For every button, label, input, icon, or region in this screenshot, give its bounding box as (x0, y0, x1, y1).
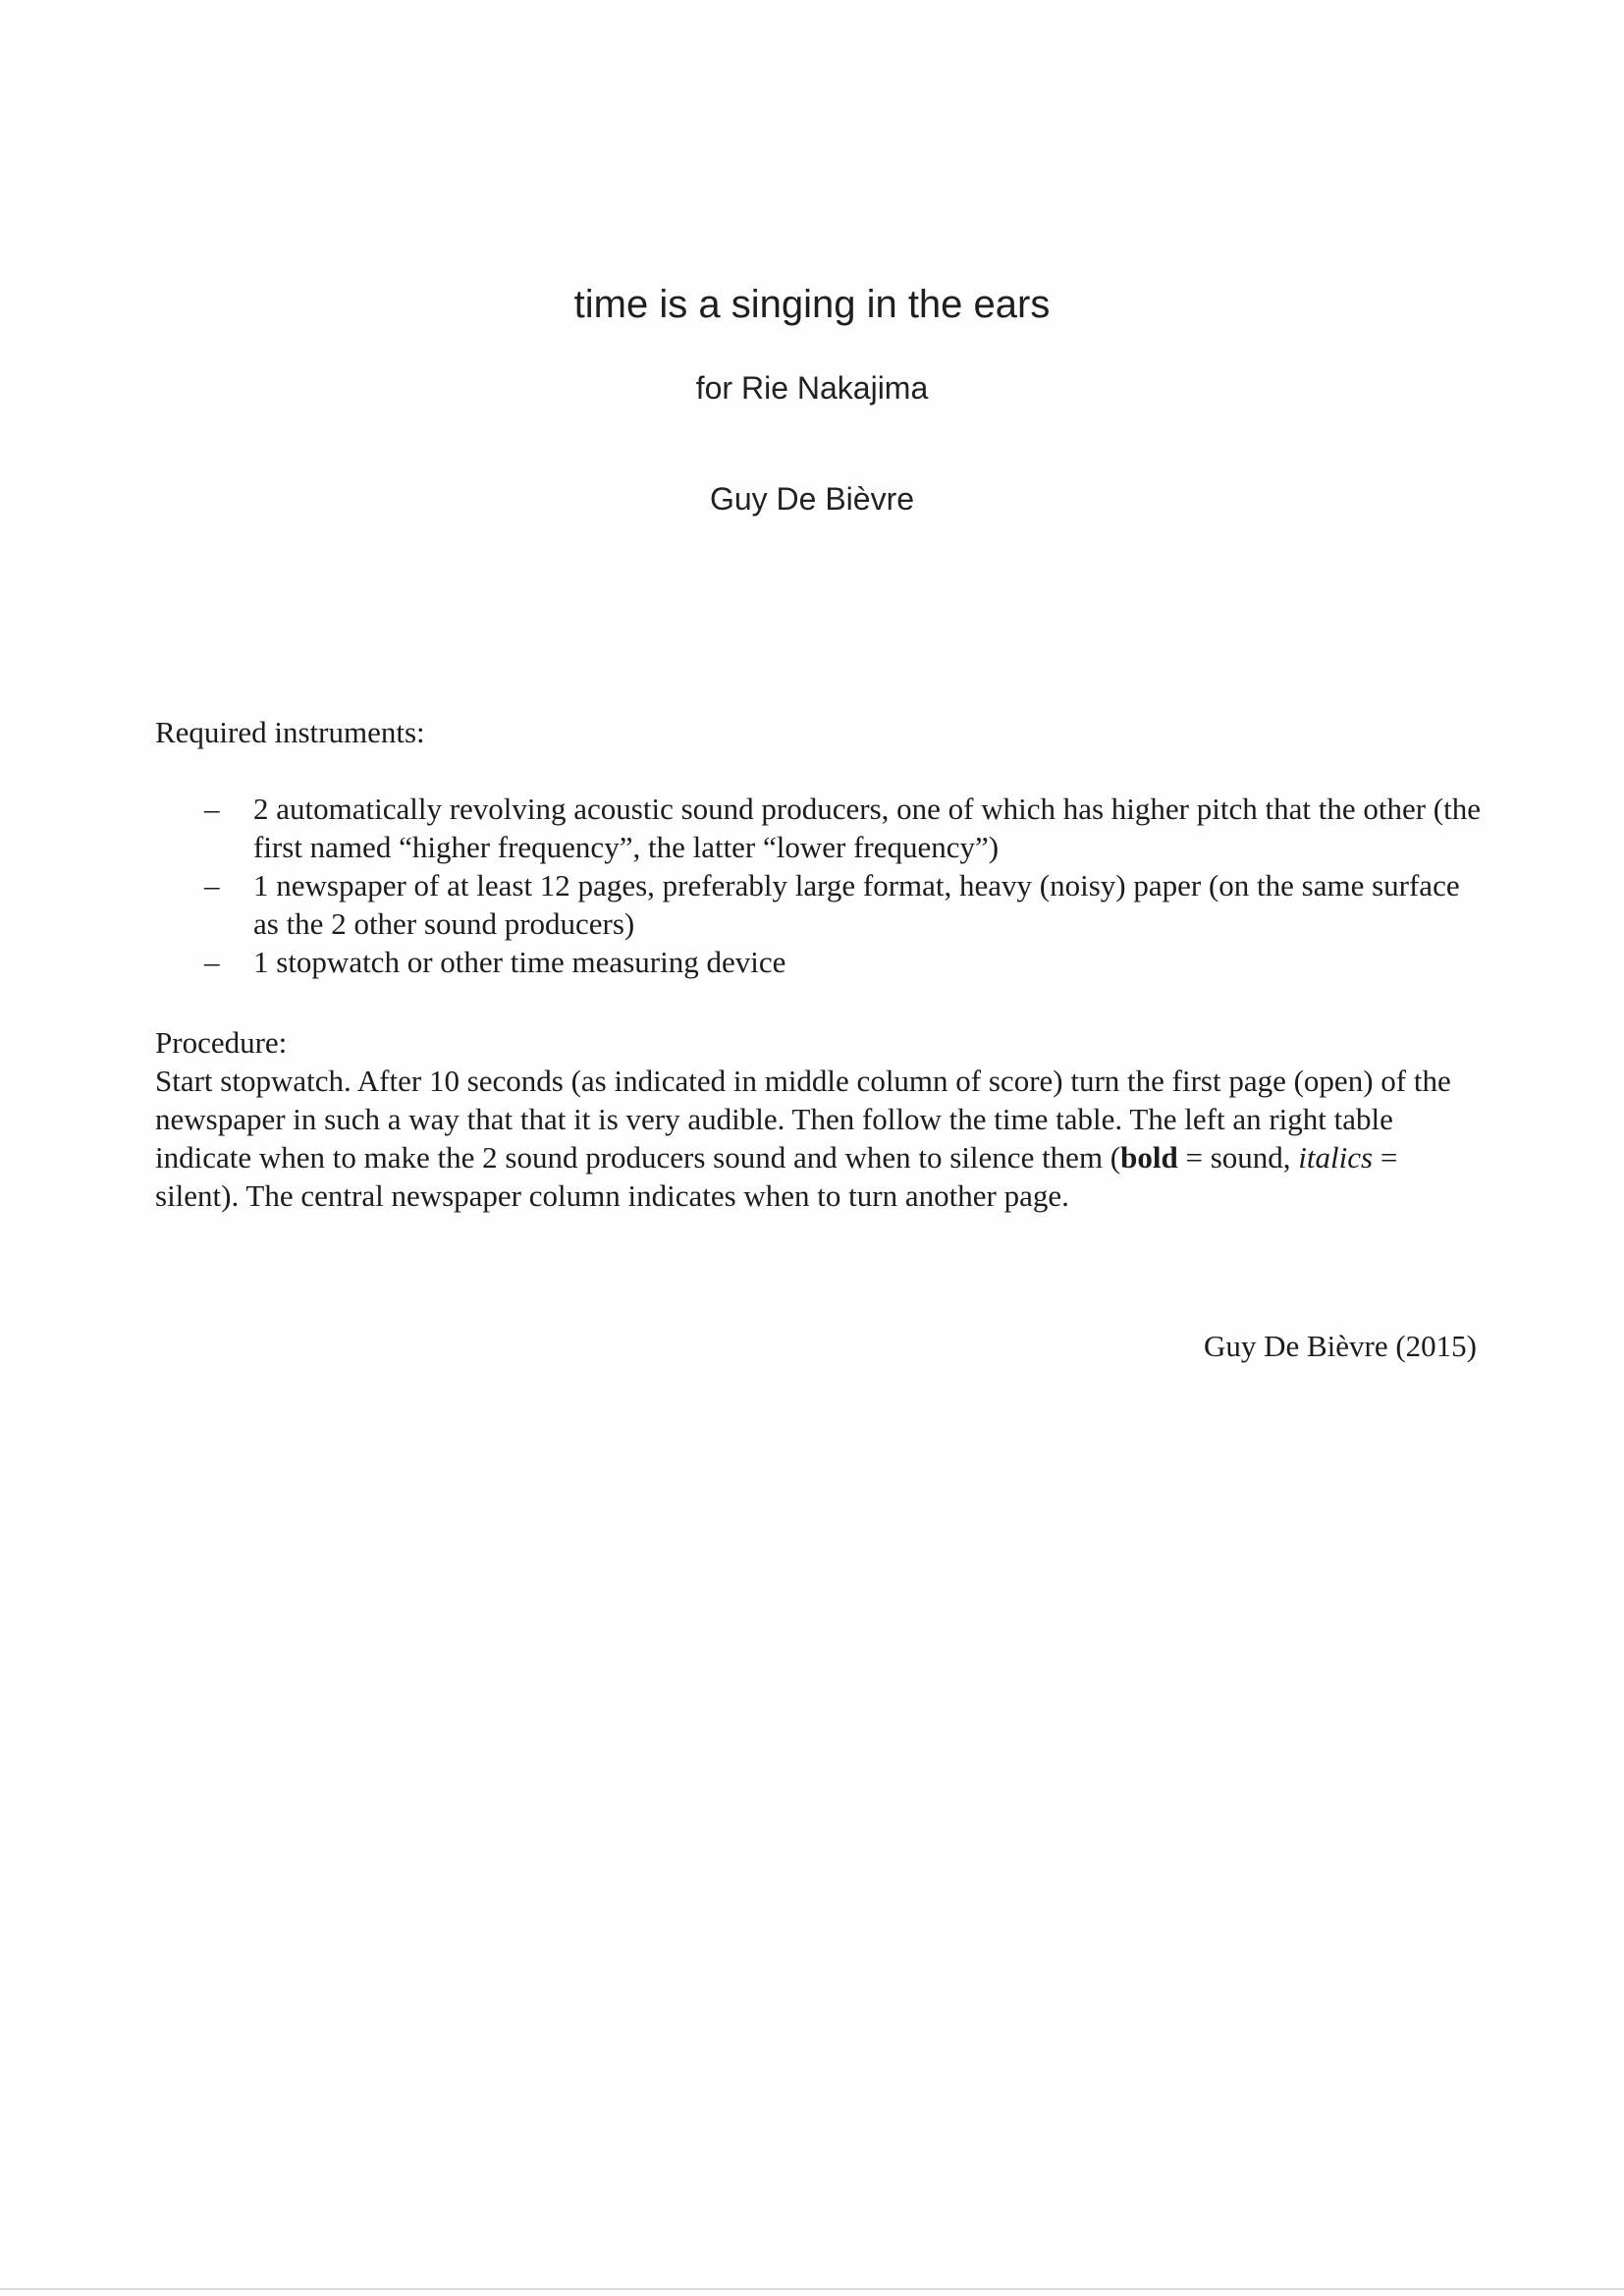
bold-word: bold (1120, 1140, 1178, 1175)
page-bottom-edge (0, 2288, 1624, 2290)
required-instruments-heading: Required instruments: (155, 715, 425, 749)
italic-word: italics (1298, 1140, 1374, 1175)
list-item (204, 943, 1481, 981)
instrument-item-text: 1 stopwatch or other time measuring device (253, 945, 786, 979)
composer-name: Guy De Bièvre (709, 481, 915, 517)
procedure-text-part: = silent). The central newspaper column indicates when to turn another page. (155, 1140, 1398, 1213)
procedure-text-part: Start stopwatch. After 10 seconds (as indicated in middle column of score) turn the first page (open) of the newspaper in such a way that that it is very audible. Then follow the time table. The left an right table indicate when to make the 2 sound producers sound and when to silence them ( (155, 1064, 1451, 1175)
piece-title: time is a singing in the ears (573, 283, 1051, 326)
dedication: for Rie Nakajima (695, 370, 929, 406)
instrument-list (204, 790, 1481, 981)
dash-bullet: – (204, 868, 220, 902)
procedure-heading: Procedure: (155, 1025, 288, 1060)
procedure-text (155, 1062, 1486, 1215)
instrument-item-text: 2 automatically revolving acoustic sound producers, one of which has higher pitch that the other (the first named “higher frequency”, the latter “lower frequency”) (253, 792, 1481, 864)
dash-bullet: – (204, 945, 220, 979)
signature: Guy De Bièvre (2015) (1203, 1329, 1477, 1363)
list-item (204, 790, 1481, 866)
instrument-item-text: 1 newspaper of at least 12 pages, preferably large format, heavy (noisy) paper (on the same surface as the 2 other sound producers) (253, 868, 1460, 941)
procedure-text-part: = sound, (1177, 1140, 1299, 1175)
list-item (204, 866, 1481, 943)
dash-bullet: – (204, 792, 220, 826)
